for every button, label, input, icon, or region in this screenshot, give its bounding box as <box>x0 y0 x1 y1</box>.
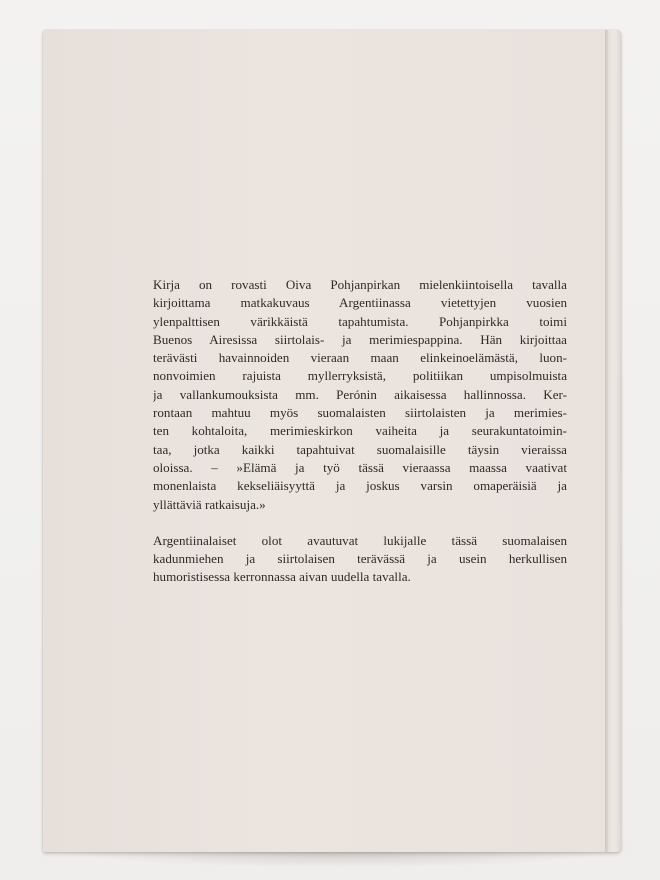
blurb-text <box>153 276 567 587</box>
text-line: Buenos Airesissa siirtolais- ja merimiespappina. Hän kirjoittaa <box>153 331 567 347</box>
text-line: Argentiinalaiset olot avautuvat lukijalle tässä suomalaisen <box>153 532 567 548</box>
spine-edge <box>608 30 621 852</box>
text-line: oloissa. – »Elämä ja työ tässä vieraassa maassa vaativat <box>153 459 567 475</box>
text-line: ylenpalttisen värikkäistä tapahtumista. Pohjanpirkka toimi <box>153 313 567 329</box>
text-line: humoristisessa kerronnassa aivan uudella tavalla. <box>153 569 411 585</box>
paragraph-gap <box>153 514 567 532</box>
text-line: Kirja on rovasti Oiva Pohjanpirkan mielenkiintoisella tavalla <box>153 277 567 292</box>
text-line: yllättäviä ratkaisuja.» <box>153 496 266 512</box>
text-line: kadunmiehen ja siirtolaisen terävässä ja usein herkullisen <box>153 551 567 567</box>
blurb-paragraph-2 <box>153 532 567 587</box>
back-cover <box>43 30 605 852</box>
text-line: kirjoittama matkakuvaus Argentiinassa vietettyjen vuosien <box>153 295 567 311</box>
text-line: ja vallankumouksista mm. Perónin aikaisessa hallinnossa. Ker- <box>153 386 567 402</box>
book <box>43 30 621 852</box>
text-line: ten kohtaloita, merimieskirkon vaiheita ja seurakuntatoimin- <box>153 423 567 439</box>
text-line: monenlaista kekseliäisyyttä ja joskus varsin omaperäisiä ja <box>153 478 567 494</box>
blurb-paragraph-1 <box>153 276 567 514</box>
text-line: terävästi havainnoiden vieraan maan elinkeinoelämästä, luon- <box>153 350 567 366</box>
text-line: rontaan mahtuu myös suomalaisten siirtolaisten ja merimies- <box>153 405 567 421</box>
text-line: taa, jotka kaikki tapahtuivat suomalaisille täysin vieraissa <box>153 441 567 457</box>
text-line: nonvoimien rajuista myllerryksistä, politiikan umpisolmuista <box>153 368 567 384</box>
